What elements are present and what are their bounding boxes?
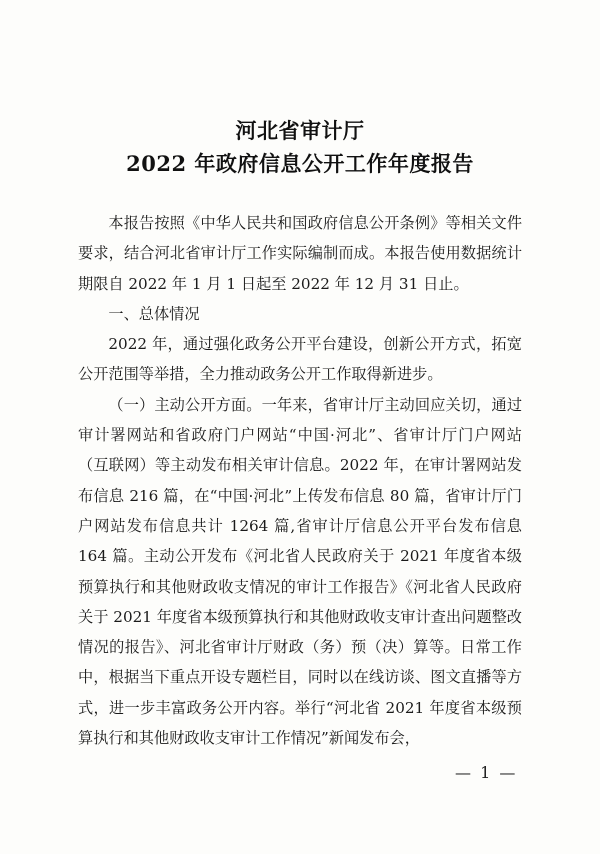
section-heading-overview: 一、总体情况 <box>108 304 200 323</box>
document-title-line1: 河北省审计厅 <box>235 118 365 143</box>
page-number: — 1 — <box>455 763 518 782</box>
document-body <box>78 208 522 753</box>
intro-paragraph: 本报告按照《中华人民共和国政府信息公开条例》等相关文件要求，结合河北省审计厅工作实际编制而成。本报告使用数据统计期限自 2022 年 1 月 1 日起至 2022 年 12 月 31 日止。 <box>78 214 522 293</box>
overview-paragraph: 2022 年，通过强化政务公开平台建设，创新公开方式，拓宽公开范围等举措，全力推动政务公开工作取得新进步。 <box>78 335 522 384</box>
proactive-disclosure-paragraph: （一）主动公开方面。一年来，省审计厅主动回应关切，通过审计署网站和省政府门户网站“中国·河北”、省审计厅门户网站（互联网）等主动发布相关审计信息。2022 年，在审计署网站发布信息 216 篇，在“中国·河北”上传发布信息 80 篇，省审计厅门户网站发布信息共计 1264 篇,省审计厅信息公开平台发布信息 164 篇。主动公开发布《河北省人民政府关于 2021 年度省本级预算执行和其他财政收支情况的审计工作报告》《河北省人民政府关于 2021 年度省本级预算执行和其他财政收支审计查出问题整改情况的报告》、河北省审计厅财政（务）预（决）算等。日常工作中，根据当下重点开设专题栏目，同时以在线访谈、图文直播等方式，进一步丰富政务公开内容。举行“河北省 2021 年度省本级预算执行和其他财政收支审计工作情况”新闻发布会， <box>78 395 522 748</box>
document-title-line2: 2022 年政府信息公开工作年度报告 <box>126 151 474 176</box>
